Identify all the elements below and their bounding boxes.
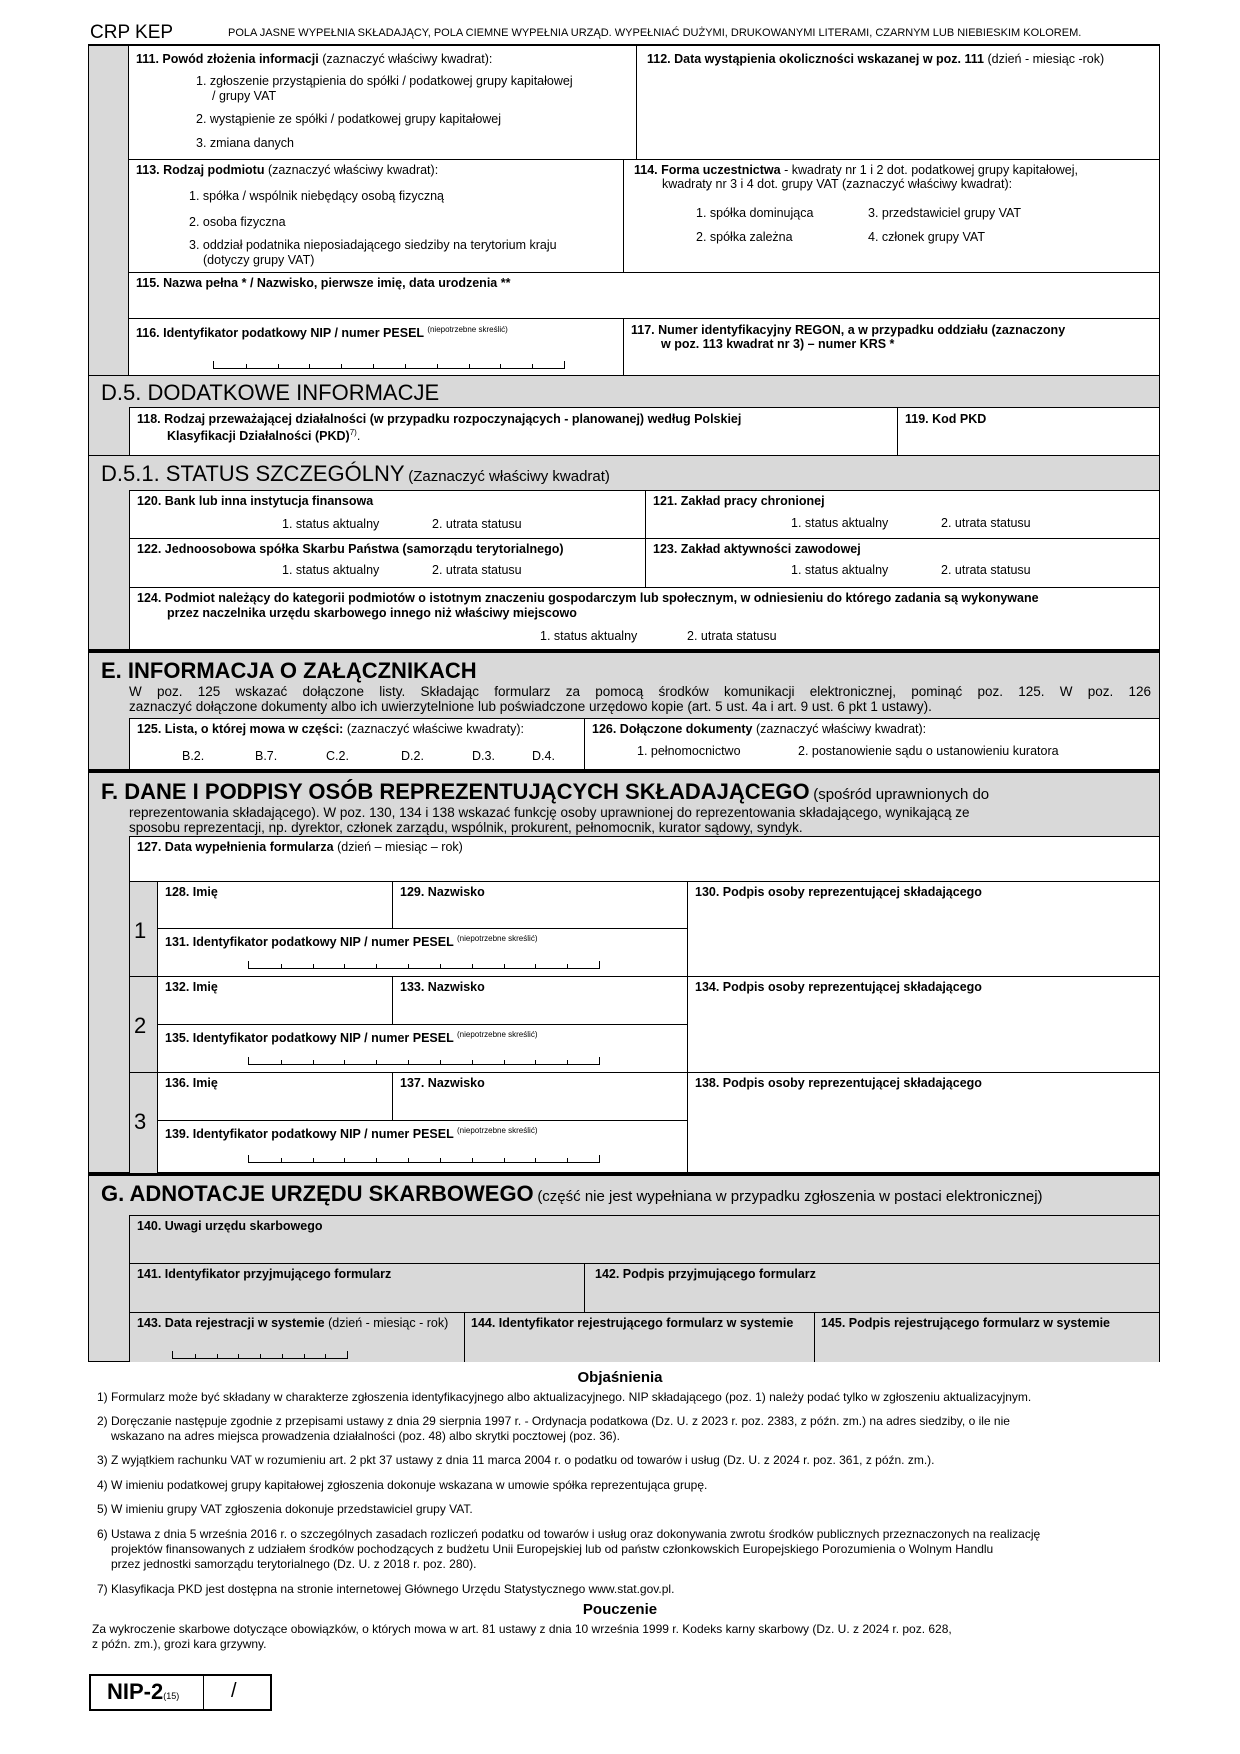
digit-separator	[408, 964, 409, 968]
field-114-hint: - kwadraty nr 1 i 2 dot. podatkowej grupy kapitałowej,	[784, 163, 1078, 177]
f114-option-1[interactable]: 1. spółka dominująca	[696, 206, 814, 220]
f120-option-2[interactable]: 2. utrata statusu	[432, 517, 522, 531]
nip-digit-boxes	[248, 1057, 600, 1065]
digit-separator	[313, 1158, 314, 1162]
note-6-cont-2: przez jednostki samorządu terytorialnego (Dz. U. z 2018 r. poz. 280).	[111, 1557, 477, 1571]
field-117[interactable]	[624, 319, 1160, 376]
note-6: 6) Ustawa z dnia 5 września 2016 r. o szczególnych zasadach rozliczeń podatku od towarów i usług oraz dokonywania zwrotu środków publicznych przeznaczonych na realizację	[97, 1527, 1041, 1541]
digit-separator	[195, 1354, 196, 1358]
nip-digit-boxes	[213, 361, 565, 369]
field-118[interactable]	[129, 407, 898, 456]
field-115[interactable]	[129, 273, 1160, 319]
digit-separator	[440, 1158, 441, 1162]
person-2	[129, 977, 1160, 1073]
f113-option-3[interactable]: 3. oddział podatnika nieposiadającego siedziby na terytorium kraju	[189, 238, 557, 252]
field-114[interactable]	[624, 160, 1160, 273]
digit-separator	[344, 1158, 345, 1162]
digit-separator	[313, 1060, 314, 1064]
f113-option-3-cont: (dotyczy grupy VAT)	[203, 253, 315, 267]
field-126-hint: (zaznaczyć właściwy kwadrat):	[755, 722, 927, 736]
field-144-label: 144. Identyfikator rejestrującego formularz w systemie	[471, 1316, 794, 1330]
digit-separator	[344, 964, 345, 968]
f125-option-b2[interactable]: B.2.	[182, 749, 205, 763]
explanations-title: Objaśnienia	[577, 1369, 663, 1386]
f111-option-2[interactable]: 2. wystąpienie ze spółki / podatkowej grupy kapitałowej	[196, 112, 502, 126]
digit-separator	[281, 1158, 282, 1162]
f122-option-2[interactable]: 2. utrata statusu	[432, 563, 522, 577]
person-1-signature[interactable]	[688, 882, 1160, 977]
person-2-id-note: (niepotrzebne skreślić)	[457, 1030, 538, 1039]
person-2-last-name-label: 133. Nazwisko	[400, 980, 485, 994]
form-symbol-box	[89, 1674, 272, 1711]
digit-separator	[281, 964, 282, 968]
field-113-label: 113. Rodzaj podmiotu	[136, 163, 265, 177]
note-3: 3) Z wyjątkiem rachunku VAT w rozumieniu art. 2 pkt 37 ustawy z dnia 11 marca 2004 r. o podatku od towarów i usług (Dz. U. z 2024 r. poz. 361, z późn. zm.).	[97, 1453, 935, 1467]
field-112-label: 112. Data wystąpienia okoliczności wskazanej w poz. 111	[647, 52, 984, 66]
f121-option-1[interactable]: 1. status aktualny	[791, 516, 889, 530]
person-1-id-note: (niepotrzebne skreślić)	[457, 934, 538, 943]
person-1-last-name-label: 129. Nazwisko	[400, 885, 485, 899]
digit-separator	[313, 964, 314, 968]
field-117-label-2: w poz. 113 kwadrat nr 3) – numer KRS *	[661, 337, 895, 351]
field-124-label: 124. Podmiot należący do kategorii podmiotów o istotnym znaczeniu gospodarczym lub społecznym, w odniesieniu do którego zadania są wykonywane	[137, 591, 1039, 605]
field-119[interactable]	[898, 407, 1160, 456]
digit-separator	[567, 1158, 568, 1162]
field-140	[129, 1215, 1160, 1263]
digit-separator	[376, 1158, 377, 1162]
field-118-footnote: 7)	[349, 428, 357, 437]
digit-separator	[217, 1354, 218, 1358]
section-e-title: E. INFORMACJA O ZAŁĄCZNIKACH	[101, 658, 477, 683]
instruction-text-2: z późn. zm.), grozi kara grzywny.	[92, 1637, 267, 1651]
f123-option-2[interactable]: 2. utrata statusu	[941, 563, 1031, 577]
f126-option-1[interactable]: 1. pełnomocnictwo	[637, 744, 741, 758]
digit-separator	[344, 1060, 345, 1064]
digit-separator	[437, 364, 438, 368]
f125-option-d2[interactable]: D.2.	[401, 749, 424, 763]
field-117-label: 117. Numer identyfikacyjny REGON, a w przypadku oddziału (zaznaczony	[631, 323, 1066, 337]
f125-option-d4[interactable]: D.4.	[532, 749, 555, 763]
section-g-title: G. ADNOTACJE URZĘDU SKARBOWEGO	[101, 1181, 534, 1206]
person-3-id-note: (niepotrzebne skreślić)	[457, 1126, 538, 1135]
f114-option-4[interactable]: 4. członek grupy VAT	[868, 230, 985, 244]
field-111[interactable]	[129, 46, 637, 160]
d4-left-column	[88, 46, 129, 376]
note-1: 1) Formularz może być składany w charakterze zgłoszenia identyfikacyjnego albo aktualizacyjnego. NIP składającego (poz. 1) należy podać tylko w zgłoszeniu aktualizacyjnym.	[97, 1390, 1032, 1404]
field-113[interactable]	[129, 160, 624, 273]
field-124-label-2: przez naczelnika urzędu skarbowego innego niż właściwy miejscowo	[167, 606, 577, 620]
person-1-signature-label: 130. Podpis osoby reprezentującej składającego	[695, 885, 982, 899]
note-6-cont: projektów finansowanych z udziałem środków pochodzących z budżetu Unii Europejskiej lub od państw członkowskich Europejskiego Porozumienia o Wolnym Handlu	[111, 1542, 994, 1556]
instruction-title: Pouczenie	[582, 1601, 658, 1618]
digit-separator	[504, 964, 505, 968]
field-121[interactable]	[646, 490, 1160, 539]
field-111-label: 111. Powód złożenia informacji	[136, 52, 319, 66]
field-120-label: 120. Bank lub inna instytucja finansowa	[137, 494, 374, 508]
field-143-label: 143. Data rejestracji w systemie	[137, 1316, 325, 1330]
digit-separator	[246, 364, 247, 368]
person-3-last-name-label: 137. Nazwisko	[400, 1076, 485, 1090]
person-1-number: 1	[134, 918, 147, 943]
field-123-label: 123. Zakład aktywności zawodowej	[653, 542, 861, 556]
f125-option-b7[interactable]: B.7.	[255, 749, 278, 763]
f120-option-1[interactable]: 1. status aktualny	[282, 517, 380, 531]
field-118-label: 118. Rodzaj przeważającej działalności (w przypadku rozpoczynających - planowanej) według Polskiej	[137, 412, 742, 426]
digit-separator	[472, 1158, 473, 1162]
note-5: 5) W imieniu grupy VAT zgłoszenia dokonuje przedstawiciel grupy VAT.	[97, 1502, 473, 1516]
field-111-hint: (zaznaczyć właściwy kwadrat):	[322, 52, 493, 66]
digit-separator	[500, 364, 501, 368]
section-d5-title: D.5. DODATKOWE INFORMACJE	[101, 380, 440, 405]
field-113-hint: (zaznaczyć właściwy kwadrat):	[267, 163, 439, 177]
person-2-first-name-label: 132. Imię	[165, 980, 218, 994]
f113-option-1[interactable]: 1. spółka / wspólnik niebędący osobą fizyczną	[189, 189, 445, 203]
digit-separator	[341, 364, 342, 368]
digit-separator	[278, 364, 279, 368]
digit-separator	[567, 1060, 568, 1064]
section-g-title-hint: (część nie jest wypełniana w przypadku zgłoszenia w postaci elektronicznej)	[537, 1188, 1043, 1205]
field-141-label: 141. Identyfikator przyjmującego formularz	[137, 1267, 392, 1281]
digit-separator	[405, 364, 406, 368]
field-116-label: 116. Identyfikator podatkowy NIP / numer PESEL	[136, 326, 424, 341]
f121-option-2[interactable]: 2. utrata statusu	[941, 516, 1031, 530]
person-2-signature[interactable]	[688, 977, 1160, 1073]
section-e-instructions-2: zaznaczyć dołączone dokumenty albo ich uwierzytelnione lub poświadczone urzędowo kopie (art. 5 ust. 4a i art. 9 ust. 6 pkt 1 ustawy).	[129, 699, 932, 714]
field-114-label: 114. Forma uczestnictwa	[634, 163, 781, 177]
field-140-label: 140. Uwagi urzędu skarbowego	[137, 1219, 323, 1233]
f123-option-1[interactable]: 1. status aktualny	[791, 563, 889, 577]
f124-option-2[interactable]: 2. utrata statusu	[687, 629, 777, 643]
nip-digit-boxes	[248, 1155, 600, 1163]
digit-separator	[238, 1354, 239, 1358]
date-digit-boxes	[172, 1351, 348, 1359]
header-instruction: POLA JASNE WYPEŁNIA SKŁADAJĄCY, POLA CIEMNE WYPEŁNIA URZĄD. WYPEŁNIAĆ DUŻYMI, DRUKOWANYMI LITERAMI, CZARNYM LUB NIEBIESKIM KOLOREM.	[228, 27, 1082, 39]
person-2-id[interactable]	[157, 1025, 688, 1073]
field-123[interactable]	[646, 539, 1160, 588]
section-f-instructions-2: sposobu reprezentacji, np. dyrektor, członek zarządu, wspólnik, prokurent, pełnomocnik, kurator sądowy, syndyk.	[129, 820, 803, 835]
field-120[interactable]	[129, 490, 646, 539]
f113-option-2[interactable]: 2. osoba fizyczna	[189, 215, 286, 229]
digit-separator	[472, 1060, 473, 1064]
field-125-hint: (zaznaczyć właściwe kwadraty):	[346, 722, 524, 736]
note-7: 7) Klasyfikacja PKD jest dostępna na stronie internetowej Głównego Urzędu Statystycznego www.stat.gov.pl.	[97, 1582, 675, 1596]
section-d51-hint: (Zaznaczyć właściwy kwadrat)	[408, 468, 610, 485]
f114-option-3[interactable]: 3. przedstawiciel grupy VAT	[868, 206, 1022, 220]
field-122-label: 122. Jednoosobowa spółka Skarbu Państwa (samorządu terytorialnego)	[137, 542, 564, 556]
person-1-id-label: 131. Identyfikator podatkowy NIP / numer PESEL	[165, 935, 454, 950]
f111-option-1[interactable]: 1. zgłoszenie przystąpienia do spółki / podatkowej grupy kapitałowej	[196, 74, 573, 88]
digit-separator	[325, 1354, 326, 1358]
person-3-number: 3	[134, 1109, 147, 1134]
nip-digit-boxes	[248, 961, 600, 969]
digit-separator	[504, 1060, 505, 1064]
digit-separator	[532, 364, 533, 368]
digit-separator	[281, 1060, 282, 1064]
note-2: 2) Doręczanie następuje zgodnie z przepisami ustawy z dnia 29 sierpnia 1997 r. - Ordynacja podatkowa (Dz. U. z 2023 r. poz. 2383, z późn. zm.) na adres siedziby, o ile nie	[97, 1414, 1010, 1428]
field-121-label: 121. Zakład pracy chronionej	[653, 494, 825, 508]
digit-separator	[309, 364, 310, 368]
person-3-id-label: 139. Identyfikator podatkowy NIP / numer PESEL	[165, 1127, 454, 1142]
field-125-label: 125. Lista, o której mowa w części:	[137, 722, 344, 736]
digit-separator	[260, 1354, 261, 1358]
field-141	[129, 1263, 585, 1312]
field-124[interactable]	[129, 588, 1160, 650]
field-116-note: (niepotrzebne skreślić)	[427, 325, 508, 334]
person-1	[129, 882, 1160, 977]
digit-separator	[472, 964, 473, 968]
form-symbol: NIP-2	[107, 1679, 164, 1704]
digit-separator	[504, 1158, 505, 1162]
digit-separator	[304, 1354, 305, 1358]
field-119-label: 119. Kod PKD	[905, 412, 987, 426]
note-4: 4) W imieniu podatkowej grupy kapitałowej zgłoszenia dokonuje wskazana w umowie spółka reprezentująca grupę.	[97, 1478, 708, 1492]
f125-option-d3[interactable]: D.3.	[472, 749, 495, 763]
field-112[interactable]	[637, 46, 1160, 160]
field-142-label: 142. Podpis przyjmującego formularz	[595, 1267, 816, 1281]
section-d51-title: D.5.1. STATUS SZCZEGÓLNY	[101, 461, 405, 486]
person-2-signature-label: 134. Podpis osoby reprezentującej składającego	[695, 980, 982, 994]
field-144	[465, 1312, 815, 1362]
digit-separator	[567, 964, 568, 968]
person-2-last-name[interactable]	[393, 977, 688, 1025]
digit-separator	[408, 1060, 409, 1064]
f111-option-3[interactable]: 3. zmiana danych	[196, 136, 294, 150]
field-127[interactable]	[129, 836, 1160, 882]
f114-option-2[interactable]: 2. spółka zależna	[696, 230, 793, 244]
field-127-hint: (dzień – miesiąc – rok)	[337, 840, 463, 854]
field-114-hint-2: kwadraty nr 3 i 4 dot. grupy VAT (zaznaczyć właściwy kwadrat):	[662, 177, 1013, 191]
section-f-title: F. DANE I PODPISY OSÓB REPREZENTUJĄCYCH SKŁADAJĄCEGO	[101, 779, 810, 804]
digit-separator	[408, 1158, 409, 1162]
person-2-id-label: 135. Identyfikator podatkowy NIP / numer PESEL	[165, 1031, 454, 1046]
person-3-id[interactable]	[157, 1121, 688, 1173]
person-3-last-name[interactable]	[393, 1073, 688, 1121]
person-1-first-name-label: 128. Imię	[165, 885, 218, 899]
f125-option-c2[interactable]: C.2.	[326, 749, 349, 763]
digit-separator	[535, 964, 536, 968]
form-version: (15)	[163, 1691, 180, 1701]
digit-separator	[376, 964, 377, 968]
field-145-label: 145. Podpis rejestrującego formularz w systemie	[821, 1316, 1111, 1330]
field-143	[129, 1312, 465, 1362]
digit-separator	[373, 364, 374, 368]
field-112-hint: (dzień - miesiąc -rok)	[987, 52, 1105, 66]
field-118-period: .	[356, 429, 361, 444]
field-126-label: 126. Dołączone dokumenty	[592, 722, 753, 736]
person-3	[129, 1073, 1160, 1173]
field-142	[585, 1263, 1160, 1312]
digit-separator	[469, 364, 470, 368]
form-code: CRP KEP	[90, 22, 174, 43]
note-2-cont: wskazano na adres miejsca prowadzenia działalności (poz. 48) albo skrytki pocztowej (poz. 36).	[111, 1429, 620, 1443]
digit-separator	[535, 1158, 536, 1162]
person-3-signature[interactable]	[688, 1073, 1160, 1173]
field-126[interactable]	[585, 718, 1160, 770]
person-1-last-name[interactable]	[393, 882, 688, 929]
person-2-first-name[interactable]	[157, 977, 393, 1025]
person-1-first-name[interactable]	[157, 882, 393, 929]
f122-option-1[interactable]: 1. status aktualny	[282, 563, 380, 577]
f111-option-1-cont: / grupy VAT	[212, 89, 277, 103]
section-f-title-hint: (spośród uprawnionych do	[813, 786, 990, 803]
digit-separator	[535, 1060, 536, 1064]
digit-separator	[440, 964, 441, 968]
person-3-signature-label: 138. Podpis osoby reprezentującej składającego	[695, 1076, 982, 1090]
instruction-text: Za wykroczenie skarbowe dotyczące obowiązków, o których mowa w art. 81 ustawy z dnia 10 września 1999 r. Kodeks karny skarbowy (Dz. U. z 2024 r. poz. 628,	[92, 1622, 952, 1636]
f124-option-1[interactable]: 1. status aktualny	[540, 629, 638, 643]
f126-option-2[interactable]: 2. postanowienie sądu o ustanowieniu kuratora	[798, 744, 1059, 758]
field-143-hint: (dzień - miesiąc - rok)	[328, 1316, 449, 1330]
person-1-id[interactable]	[157, 929, 688, 977]
digit-separator	[440, 1060, 441, 1064]
field-118-label-2: Klasyfikacji Działalności (PKD)	[167, 429, 350, 444]
person-2-number: 2	[134, 1013, 147, 1038]
form-page-slash: /	[231, 1680, 237, 1702]
field-115-label: 115. Nazwa pełna * / Nazwisko, pierwsze imię, data urodzenia **	[136, 276, 511, 290]
person-3-first-name[interactable]	[157, 1073, 393, 1121]
field-125[interactable]	[129, 718, 585, 770]
field-127-label: 127. Data wypełnienia formularza	[137, 840, 334, 854]
field-116[interactable]	[129, 319, 624, 376]
section-e-instructions: W poz. 125 wskazać dołączone listy. Składając formularz za pomocą środków komunikacji elektronicznej, pominąć poz. 125. W poz. 126	[129, 684, 1151, 699]
digit-separator	[376, 1060, 377, 1064]
field-145	[815, 1312, 1160, 1362]
digit-separator	[282, 1354, 283, 1358]
field-122[interactable]	[129, 539, 646, 588]
person-3-first-name-label: 136. Imię	[165, 1076, 218, 1090]
section-f-instructions: reprezentowania składającego). W poz. 130, 134 i 138 wskazać funkcję osoby uprawnionej do reprezentowania składającego, wynikającą ze	[129, 805, 970, 820]
